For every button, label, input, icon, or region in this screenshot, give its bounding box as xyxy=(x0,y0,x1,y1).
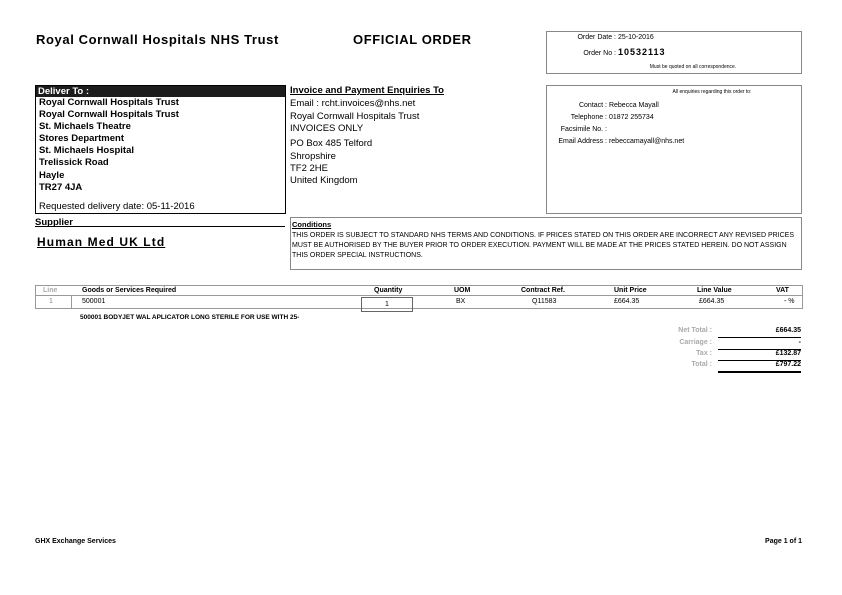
col-contract: Contract Ref. xyxy=(521,287,565,294)
facsimile-label: Facsimile No. : xyxy=(560,126,607,133)
tax-value: £132.87 xyxy=(775,350,801,357)
deliver-line: Trelissick Road xyxy=(39,157,109,169)
table-row xyxy=(35,296,803,309)
correspondence-note: Must be quoted on all correspondence. xyxy=(649,64,737,70)
order-date-value: 25-10-2016 xyxy=(617,34,654,41)
item-contract: Q11583 xyxy=(532,298,557,305)
organisation-name: Royal Cornwall Hospitals NHS Trust xyxy=(36,32,279,47)
item-line-value: £664.35 xyxy=(699,298,725,305)
supplier-divider xyxy=(35,226,285,227)
enquiries-note: All enquiries regarding this order to: xyxy=(672,89,752,95)
invoice-line: Shropshire xyxy=(290,151,336,162)
order-no-label: Order No : xyxy=(583,50,616,57)
conditions-box xyxy=(290,217,802,270)
telephone-label: Telephone : xyxy=(570,114,607,121)
document-title: OFFICIAL ORDER xyxy=(353,32,472,47)
contact-label: Contact : xyxy=(578,102,607,109)
deliver-line: Stores Department xyxy=(39,133,124,145)
carriage-label: Carriage : xyxy=(679,339,712,346)
order-no-row xyxy=(547,47,666,57)
deliver-line: Hayle xyxy=(39,169,65,181)
deliver-line: Royal Cornwall Hospitals Trust xyxy=(39,97,179,108)
invoice-line: PO Box 485 Telford xyxy=(290,138,373,149)
row-separator xyxy=(71,296,72,308)
deliver-line: TR27 4JA xyxy=(39,181,83,193)
email-row xyxy=(547,138,684,145)
order-date-label: Order Date : xyxy=(577,34,616,41)
total-value: £797.22 xyxy=(775,361,801,368)
contact-value: Rebecca Mayall xyxy=(608,102,659,109)
line-number: 1 xyxy=(49,298,53,305)
item-code: 500001 xyxy=(82,298,106,305)
col-line: Line xyxy=(43,287,58,294)
deliver-line: St. Michaels Hospital xyxy=(39,145,135,157)
net-total-value: £664.35 xyxy=(775,327,801,334)
supplier-name: Human Med UK Ltd xyxy=(37,235,166,249)
col-unit-price: Unit Price xyxy=(614,287,647,294)
deliver-to-box xyxy=(35,85,286,214)
deliver-line: Royal Cornwall Hospitals Trust xyxy=(39,109,179,121)
telephone-row xyxy=(547,114,654,121)
order-no-value: 10532113 xyxy=(617,47,666,57)
deliver-to-heading: Deliver To : xyxy=(36,86,285,97)
email-label: Email Address : xyxy=(558,138,607,145)
order-info-box xyxy=(546,31,802,74)
contact-box xyxy=(546,85,802,214)
invoice-line: TF2 2HE xyxy=(290,163,329,174)
invoice-heading: Invoice and Payment Enquiries To xyxy=(290,85,444,96)
item-uom: BX xyxy=(456,298,466,305)
conditions-text: THIS ORDER IS SUBJECT TO STANDARD NHS TERMS AND CONDITIONS. IF PRICES STATED ON THIS ORDER ARE INCORRECT ANY REVISED PRICES MUST BE AUTHORISED BY THE BUYER PRIOR TO ORDER EXECUTION. PAYMENT WILL BE MADE AT THE PRICES STATED HEREIN. DO NOT ASSIGN THIS ORDER SPECIAL INSTRUCTIONS. xyxy=(292,232,795,259)
requested-delivery-date: Requested delivery date: 05-11-2016 xyxy=(39,201,195,212)
telephone-value: 01872 255734 xyxy=(608,114,654,121)
tax-label: Tax : xyxy=(696,350,712,357)
deliver-line: St. Michaels Theatre xyxy=(39,121,131,133)
invoice-line: INVOICES ONLY xyxy=(290,123,364,134)
invoice-line: United Kingdom xyxy=(290,175,358,186)
net-total-rule xyxy=(718,337,801,338)
facsimile-row xyxy=(547,126,607,133)
col-goods: Goods or Services Required xyxy=(82,287,177,294)
table-header xyxy=(35,285,803,296)
item-description: 500001 BODYJET WAL APLICATOR LONG STERILE FOR USE WITH 25- xyxy=(80,314,300,321)
item-vat: - % xyxy=(784,298,795,305)
conditions-heading: Conditions xyxy=(292,220,332,229)
email-value: rebeccamayall@nhs.net xyxy=(608,138,685,145)
footer-left: GHX Exchange Services xyxy=(35,538,116,545)
item-quantity: 1 xyxy=(361,297,413,312)
col-quantity: Quantity xyxy=(374,287,403,294)
invoice-line: Email : rcht.invoices@nhs.net xyxy=(290,98,416,109)
total-label: Total : xyxy=(691,361,712,368)
total-rule xyxy=(718,371,801,373)
col-line-value: Line Value xyxy=(697,287,732,294)
order-date-row xyxy=(547,34,654,41)
col-vat: VAT xyxy=(776,287,789,294)
item-unit-price: £664.35 xyxy=(614,298,640,305)
contact-row xyxy=(547,102,659,109)
page-number: Page 1 of 1 xyxy=(765,538,802,545)
col-uom: UOM xyxy=(454,287,471,294)
invoice-line: Royal Cornwall Hospitals Trust xyxy=(290,111,420,122)
supplier-label: Supplier xyxy=(35,217,74,228)
carriage-value: - xyxy=(798,339,801,346)
net-total-label: Net Total : xyxy=(678,327,712,334)
